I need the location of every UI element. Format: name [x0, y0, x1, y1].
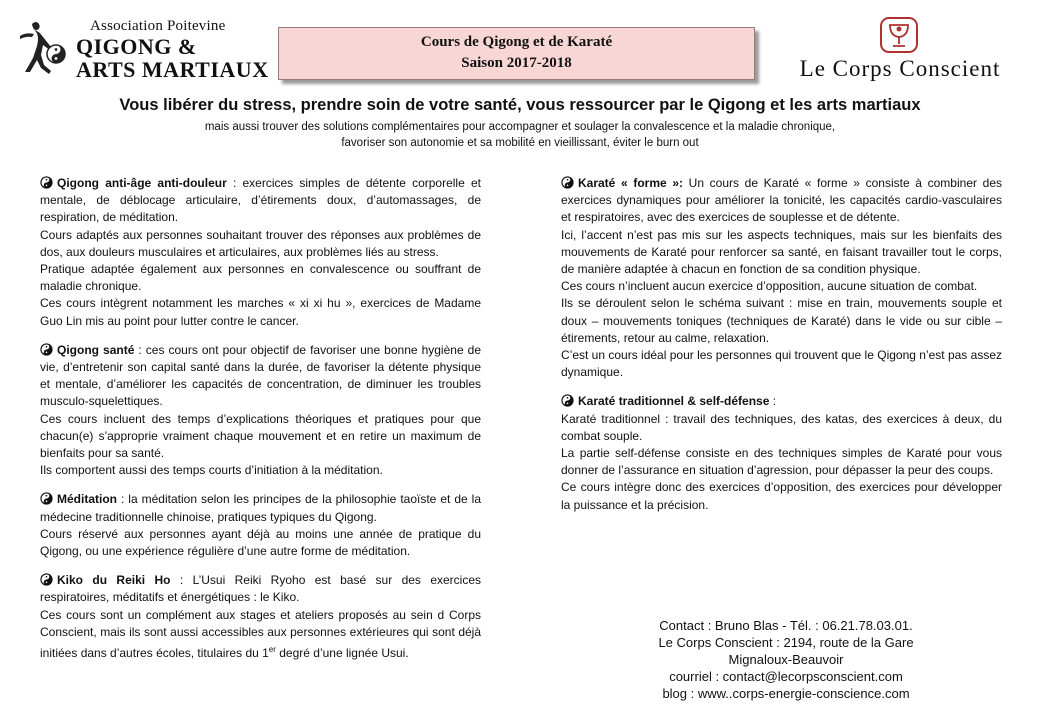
section-paragraph: Ici, l’accent n’est pas mis sur les aspects techniques, mais sur les bienfaits des mouvements de Karaté pour renforcer sa santé, en faisant travailler tout le corps, de manière adaptée à chacun en fonction de sa condition physique.	[561, 227, 1002, 277]
section-title: Karaté « forme »:	[578, 176, 683, 190]
section-intro: : exercices simples de détente corporelle et mentale, de déblocage articulaire, d’étirements doux, d’automassages, de respiration, de méditation.	[40, 176, 481, 225]
logo-line-qigong: QIGONG &	[76, 34, 197, 59]
section-paragraph: Ces cours n’incluent aucun exercice d’opposition, aucune situation de combat.	[561, 279, 978, 294]
yin-yang-icon	[40, 492, 53, 505]
section-intro: : L’Usui Reiki Ryoho est basé sur des exercices respiratoires, méditatifs et énergétiques : le Kiko.	[40, 573, 481, 605]
left-column	[40, 175, 481, 674]
section-paragraph	[40, 607, 481, 663]
section-title: Karaté traditionnel & self-défense	[578, 394, 770, 409]
corps-conscient-name: Le Corps Conscient	[799, 56, 1001, 81]
yin-yang-icon	[561, 394, 574, 407]
section-paragraph: Ils comportent aussi des temps courts d’initiation à la méditation.	[40, 463, 383, 478]
taichi-figure-yinyang-icon	[12, 16, 74, 78]
yin-yang-icon	[40, 343, 53, 356]
section-intro: : ces cours ont pour objectif de favoriser une bonne hygiène de vie, d’entretenir son capital santé dans la durée, de favoriser la détente physique et mentale, d’améliorer les capacités de concentration, de diminuer les troubles musculo-squelettiques.	[40, 342, 481, 409]
headline: Vous libérer du stress, prendre soin de votre santé, vous ressourcer par le Qigong et les arts martiaux	[119, 96, 921, 114]
contact-email[interactable]: courriel : contact@lecorpsconscient.com	[669, 669, 903, 684]
superscript-er: er	[268, 645, 276, 655]
section-paragraph: Ces cours intègrent notamment les marches « xi xi hu », exercices de Madame Guo Lin mis au point pour lutter contre le cancer.	[40, 296, 481, 328]
section-paragraph: La partie self-défense consiste en des techniques simples de Karaté pour vous donner de l’assurance en situation d’agression, pour dépasser la peur des coups.	[561, 446, 1002, 478]
yin-yang-icon	[40, 573, 53, 586]
section-paragraph: Ce cours intègre donc des exercices d’opposition, des exercices pour développer la puissance et la précision.	[561, 480, 1002, 512]
section-paragraph: Ces cours incluent des temps d’explications théoriques et pratiques pour que chacun(e) s’approprie vraiment chaque mouvement et en retire un maximum de bienfaits pour sa santé.	[40, 411, 481, 461]
paragraph-text: Ces cours sont un complément aux stages et ateliers proposés au sein d Corps Conscient, mais ils sont aussi accessibles aux personnes extérieures qui sont déjà initiées dans d’autres écoles, titulaires du 1	[40, 607, 481, 661]
contact-city: Mignaloux-Beauvoir	[728, 652, 844, 667]
course-title: Cours de Qigong et de Karaté	[420, 34, 613, 50]
section-meditation	[40, 491, 481, 560]
contact-block	[600, 617, 972, 702]
contact-phone: Contact : Bruno Blas - Tél. : 06.21.78.03.01.	[659, 618, 913, 633]
section-intro: Un cours de Karaté « forme » consiste à combiner des exercices dynamiques pour améliorer la tonicité, les capacités cardio-vasculaires et respiratoires, avec des exercices de souplesse et de détente.	[561, 176, 1002, 225]
section-karate-forme	[561, 175, 1002, 381]
yin-yang-icon	[40, 176, 53, 189]
association-name: Association Poitevine	[90, 18, 226, 34]
subheadline-line-2: favoriser son autonomie et sa mobilité en vieillissant, éviter le burn out	[341, 137, 699, 149]
section-title: Kiko du Reiki Ho	[57, 573, 171, 588]
chalice-emblem-icon	[879, 16, 919, 54]
section-intro: : la méditation selon les principes de la philosophie taoïste et de la médecine traditionnelle chinoise, pratiques typiques du Qigong.	[40, 492, 481, 524]
paragraph-text-end: degré d’une lignée Usui.	[275, 646, 409, 661]
section-karate-traditionnel	[561, 393, 1002, 513]
section-paragraph: Ils se déroulent selon le schéma suivant : mise en train, mouvements souple et doux – mouvements toniques (techniques de Karaté) dans le vide ou sur cible – étirements, retour au calme, relaxation.	[561, 296, 1002, 345]
section-paragraph: Pratique adaptée également aux personnes en convalescence ou souffrant de maladie chronique.	[40, 262, 481, 294]
right-column	[561, 175, 1002, 526]
contact-address: Le Corps Conscient : 2194, route de la Gare	[658, 635, 914, 650]
section-qigong-sante	[40, 342, 481, 480]
season-label: Saison 2017-2018	[461, 55, 572, 71]
section-title: Qigong anti-âge anti-douleur	[57, 176, 227, 190]
course-title-box	[278, 27, 755, 80]
section-paragraph: C’est un cours idéal pour les personnes qui trouvent que le Qigong n’est pas assez dynamique.	[561, 348, 1002, 380]
subheadline-line-1: mais aussi trouver des solutions complémentaires pour accompagner et soulager la convalescence et la maladie chronique,	[204, 121, 836, 133]
yin-yang-icon	[561, 176, 574, 189]
section-title: Qigong santé	[57, 342, 135, 357]
logo-line-arts-martiaux: ARTS MARTIAUX	[76, 57, 269, 82]
section-kiko-reiki	[40, 572, 481, 662]
corps-conscient-logo	[780, 14, 1020, 84]
section-paragraph: Karaté traditionnel : travail des techniques, des katas, des exercices à deux, du combat souple.	[561, 411, 1002, 443]
section-qigong-antiage	[40, 175, 481, 330]
association-logo	[12, 12, 274, 82]
section-title-suffix: :	[769, 394, 777, 409]
section-paragraph: Cours adaptés aux personnes souhaitant trouver des réponses aux problèmes de dos, aux douleurs musculaires et articulaires, aux problèmes liés au stress.	[40, 227, 481, 259]
contact-blog[interactable]: blog : www..corps-energie-conscience.com	[662, 686, 910, 701]
section-title: Méditation	[57, 492, 117, 507]
section-paragraph: Cours réservé aux personnes ayant déjà au moins une année de pratique du Qigong, ou une expérience régulière d’une autre forme de méditation.	[40, 526, 481, 559]
